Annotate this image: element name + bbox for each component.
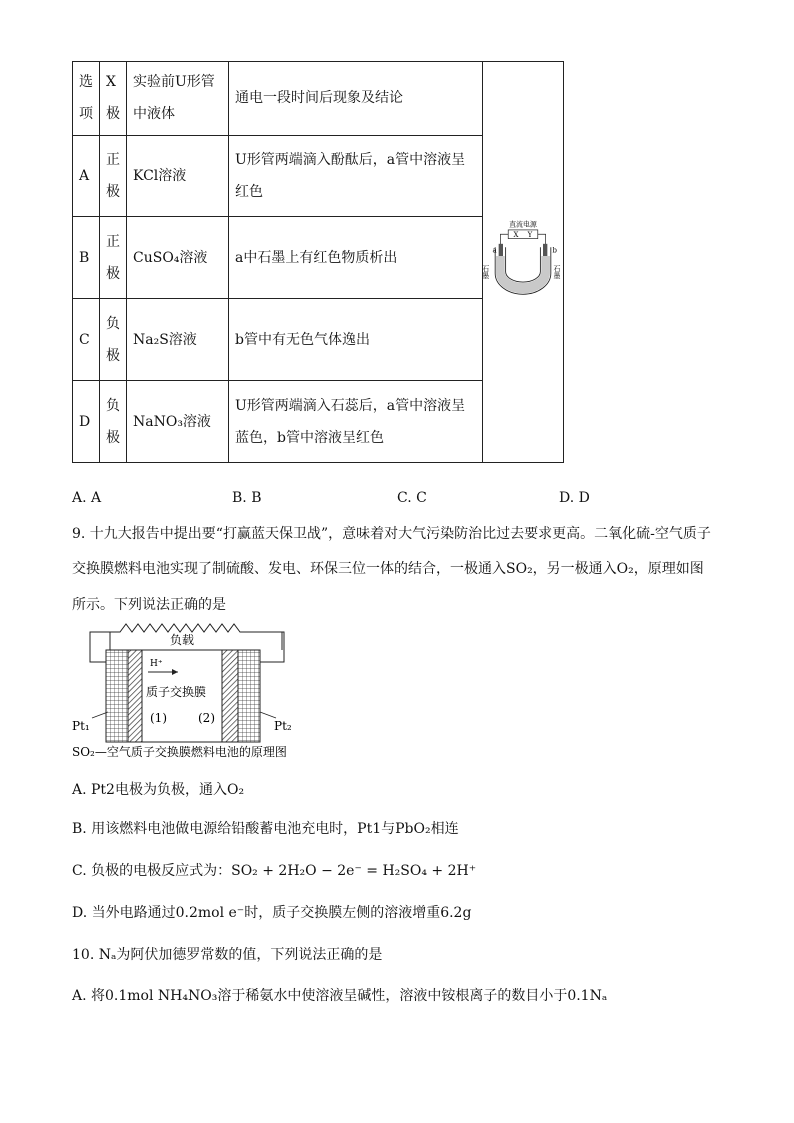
u-tube-figure — [480, 62, 563, 450]
row-c-result: b管中有无色气体逸出 — [229, 299, 483, 381]
load-label: 负载 — [169, 633, 195, 647]
row-a-pole: 正极 — [100, 135, 127, 217]
q8-choice-c[interactable]: C. C — [397, 490, 427, 506]
row-b-liquid: CuSO₄溶液 — [127, 217, 229, 299]
q9-option-a[interactable]: A. Pt2电极为负极，通入O₂ — [72, 782, 245, 798]
label-2: (2) — [198, 711, 215, 725]
q9-option-d[interactable]: D. 当外电路通过0.2mol e⁻时，质子交换膜左侧的溶液增重6.2g — [72, 905, 472, 921]
q8-choice-a[interactable]: A. A — [72, 490, 102, 506]
q9-stem-line3: 所示。下列说法正确的是 — [72, 597, 226, 613]
q8-table — [72, 61, 564, 463]
q9-stem-line2: 交换膜燃料电池实现了制硫酸、发电、环保三位一体的结合，一极通入SO₂，另一极通入O₂，原理如图 — [72, 561, 704, 577]
y-label: Y — [527, 230, 533, 239]
power-label: 直流电源 — [509, 220, 537, 229]
row-c-pole: 负极 — [100, 299, 127, 381]
q9-stem-line1: 9. 十九大报告中提出要“打赢蓝天保卫战”，意味着对大气污染防治比过去要求更高。二氧化硫-空气质子 — [72, 526, 711, 542]
row-c-option: C — [73, 299, 100, 381]
header-liquid: 实验前U形管中液体 — [127, 62, 229, 136]
q8-figure-cell — [480, 62, 564, 463]
figure-caption: SO₂—空气质子交换膜燃料电池的原理图 — [72, 745, 287, 759]
label-1: (1) — [150, 711, 167, 725]
a-label: a — [492, 246, 497, 255]
q8-choice-b[interactable]: B. B — [232, 490, 262, 506]
fuel-cell-figure — [70, 620, 320, 760]
h-ion-label: H⁺ — [150, 659, 163, 669]
pt1-label: Pt₁ — [72, 719, 90, 733]
x-label: X — [513, 230, 519, 239]
q8-choice-d[interactable]: D. D — [559, 490, 590, 506]
row-b-pole: 正极 — [100, 217, 127, 299]
row-a-result: U形管两端滴入酚酞后，a管中溶液呈红色 — [229, 135, 483, 217]
pt2-label: Pt₂ — [274, 719, 292, 733]
row-b-option: B — [73, 217, 100, 299]
row-d-option: D — [73, 381, 100, 463]
row-d-pole: 负极 — [100, 381, 127, 463]
row-b-result: a中石墨上有红色物质析出 — [229, 217, 483, 299]
row-a-liquid: KCl溶液 — [127, 135, 229, 217]
row-d-result: U形管两端滴入石蕊后，a管中溶液呈蓝色，b管中溶液呈红色 — [229, 381, 483, 463]
row-c-liquid: Na₂S溶液 — [127, 299, 229, 381]
graphite-right-label: 石墨 — [552, 264, 561, 279]
q9-option-b[interactable]: B. 用该燃料电池做电源给铅酸蓄电池充电时，Pt1与PbO₂相连 — [72, 821, 459, 837]
q10-stem: 10. Nₐ为阿伏加德罗常数的值，下列说法正确的是 — [72, 947, 383, 963]
membrane-label: 质子交换膜 — [146, 685, 207, 699]
header-result: 通电一段时间后现象及结论 — [229, 62, 483, 136]
header-option: 选项 — [73, 62, 100, 136]
row-a-option: A — [73, 135, 100, 217]
q9-option-c[interactable]: C. 负极的电极反应式为：SO₂ + 2H₂O − 2e⁻ = H₂SO₄ + 2H⁺ — [72, 863, 477, 879]
q10-option-a[interactable]: A. 将0.1mol NH₄NO₃溶于稀氨水中使溶液呈碱性，溶液中铵根离子的数目小于0.1Nₐ — [72, 988, 608, 1004]
header-x-pole: X极 — [100, 62, 127, 136]
row-d-liquid: NaNO₃溶液 — [127, 381, 229, 463]
b-label: b — [552, 246, 558, 255]
graphite-left-label: 石墨 — [480, 264, 489, 279]
